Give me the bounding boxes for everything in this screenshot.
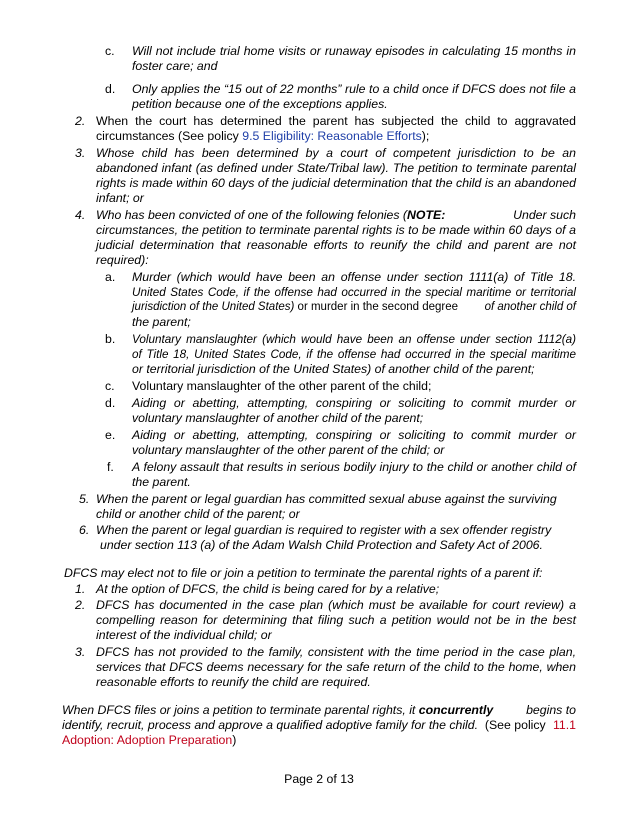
text-run: ) xyxy=(232,733,237,747)
text-run: begins to xyxy=(522,703,576,717)
text-run: identify, recruit, process and approve a qualified adoptive family for the child. xyxy=(62,718,479,732)
text-run: jurisdiction of the United States) xyxy=(132,301,295,313)
list-item-text: Will not include trial home visits or runaway episodes in calculating 15 months in xyxy=(132,44,576,58)
text-run: ); xyxy=(421,129,430,143)
emphasis: concurrently xyxy=(418,703,494,717)
text-run: or murder in the second degree xyxy=(294,301,462,313)
policy-link[interactable]: 9.5 Eligibility: Reasonable Efforts xyxy=(242,129,422,143)
list-marker: 6. xyxy=(79,523,90,537)
list-marker: 5. xyxy=(79,492,90,506)
list-item-text: rights is made within 60 days of the judicial determination that the child is an abandoned xyxy=(96,176,576,190)
list-marker: 3. xyxy=(75,645,86,659)
list-marker: c. xyxy=(105,379,115,393)
list-item-text: petition because one of the exceptions applies. xyxy=(132,97,388,111)
list-item-text: Only applies the “15 out of 22 months” rule to a child once if DFCS does not file a xyxy=(132,82,576,96)
list-item-text: the parent. xyxy=(132,475,191,489)
list-marker: 3. xyxy=(75,146,86,160)
list-item-text: interest of the individual child; or xyxy=(96,628,272,642)
closing-paragraph-line xyxy=(62,733,236,748)
list-item-text: child or another child of the parent; or xyxy=(96,507,300,521)
list-item-text: When the parent or legal guardian has committed sexual abuse against the surviving xyxy=(96,492,557,506)
list-item-text xyxy=(96,208,576,223)
text-run: Who has been convicted of one of the following felonies ( xyxy=(96,208,408,222)
closing-paragraph-line xyxy=(62,703,576,718)
list-marker: 2. xyxy=(75,114,86,128)
text-run: circumstances (See policy xyxy=(96,129,243,143)
list-item-text: circumstances, the petition to terminate parental rights is to be made within 60 days of a xyxy=(96,223,576,237)
list-item-text: Voluntary manslaughter of the other parent of the child; xyxy=(132,379,432,393)
list-item-text: Aiding or abetting, attempting, conspiring or soliciting to commit murder or xyxy=(132,396,576,410)
list-item-text: Murder (which would have been an offense under section 1111(a) of Title 18. xyxy=(132,270,576,284)
list-marker: e. xyxy=(105,428,116,442)
list-item-text: under section 113 (a) of the Adam Walsh Child Protection and Safety Act of 2006. xyxy=(100,538,543,552)
list-item-text: reasonable efforts to reunify the child are required. xyxy=(96,675,371,689)
list-item-text: Whose child has been determined by a court of competent jurisdiction to be an xyxy=(96,146,576,160)
text-run: (See policy xyxy=(478,718,550,732)
policy-link[interactable]: 11.1 xyxy=(552,718,576,732)
list-item-text: infant; or xyxy=(96,191,144,205)
list-item-text: of Title 18, United States Code, if the offense had occurred in the special maritime xyxy=(132,348,576,361)
list-marker: d. xyxy=(105,396,116,410)
list-item-text: abandoned infant (as defined under State/Tribal law). The petition to terminate parental xyxy=(96,161,576,175)
list-item-text: A felony assault that results in serious bodily injury to the child or another child of xyxy=(132,460,576,474)
policy-link[interactable]: Adoption: Adoption Preparation xyxy=(62,733,233,747)
list-item-text: United States Code, if the offense had occurred in the special maritime or territorial xyxy=(132,286,576,299)
text-run: of another child of xyxy=(484,301,576,313)
list-item-text: required): xyxy=(96,253,149,267)
text-run: When DFCS files or joins a petition to terminate parental rights, it xyxy=(62,703,419,717)
list-marker: b. xyxy=(105,332,116,346)
list-item-text: compelling reason for determining that filing such a petition would not be in the best xyxy=(96,613,576,627)
list-marker: a. xyxy=(105,270,116,284)
list-marker: 4. xyxy=(75,208,86,222)
list-item-text: or territorial jurisdiction of the United States) of another child of the parent; xyxy=(132,362,535,376)
list-item-text: judicial determination that reasonable efforts to reunify the child and parent are not xyxy=(96,238,576,252)
list-item-text: Voluntary manslaughter (which would have been an offense under section 1112(a) xyxy=(132,333,576,346)
list-item-text xyxy=(96,129,429,144)
list-item-text: DFCS has documented in the case plan (which must be available for court review) a xyxy=(96,598,576,612)
list-item-text: Aiding or abetting, attempting, conspiring or soliciting to commit murder or xyxy=(132,428,576,442)
list-item-text xyxy=(132,300,576,315)
list-item-text: At the option of DFCS, the child is being cared for by a relative; xyxy=(96,582,440,596)
list-item-text: voluntary manslaughter of another child of the parent; xyxy=(132,411,424,425)
list-item-text: DFCS has not provided to the family, consistent with the time period in the case plan, xyxy=(96,645,576,659)
text-run: Under such xyxy=(509,208,576,222)
page-footer: Page 2 of 13 xyxy=(284,772,354,786)
closing-paragraph-line xyxy=(62,718,576,733)
paragraph-intro: DFCS may elect not to file or join a petition to terminate the parental rights of a parent if: xyxy=(64,566,543,580)
list-item-text: services that DFCS deems necessary for the safe return of the child to the home, when xyxy=(96,660,576,674)
list-marker: c. xyxy=(105,44,115,58)
list-marker: 1. xyxy=(75,582,86,596)
list-marker: 2. xyxy=(75,598,86,612)
list-item-text: When the court has determined the parent has subjected the child to aggravated xyxy=(96,114,576,128)
list-item-text: voluntary manslaughter of the other parent of the child; or xyxy=(132,443,445,457)
list-marker: f. xyxy=(107,460,114,474)
list-item-text: When the parent or legal guardian is required to register with a sex offender registry xyxy=(96,523,552,537)
list-item-text: the parent; xyxy=(132,315,191,329)
list-item-text: foster care; and xyxy=(132,59,218,73)
list-marker: d. xyxy=(105,82,116,96)
note-label: NOTE: xyxy=(407,208,446,222)
